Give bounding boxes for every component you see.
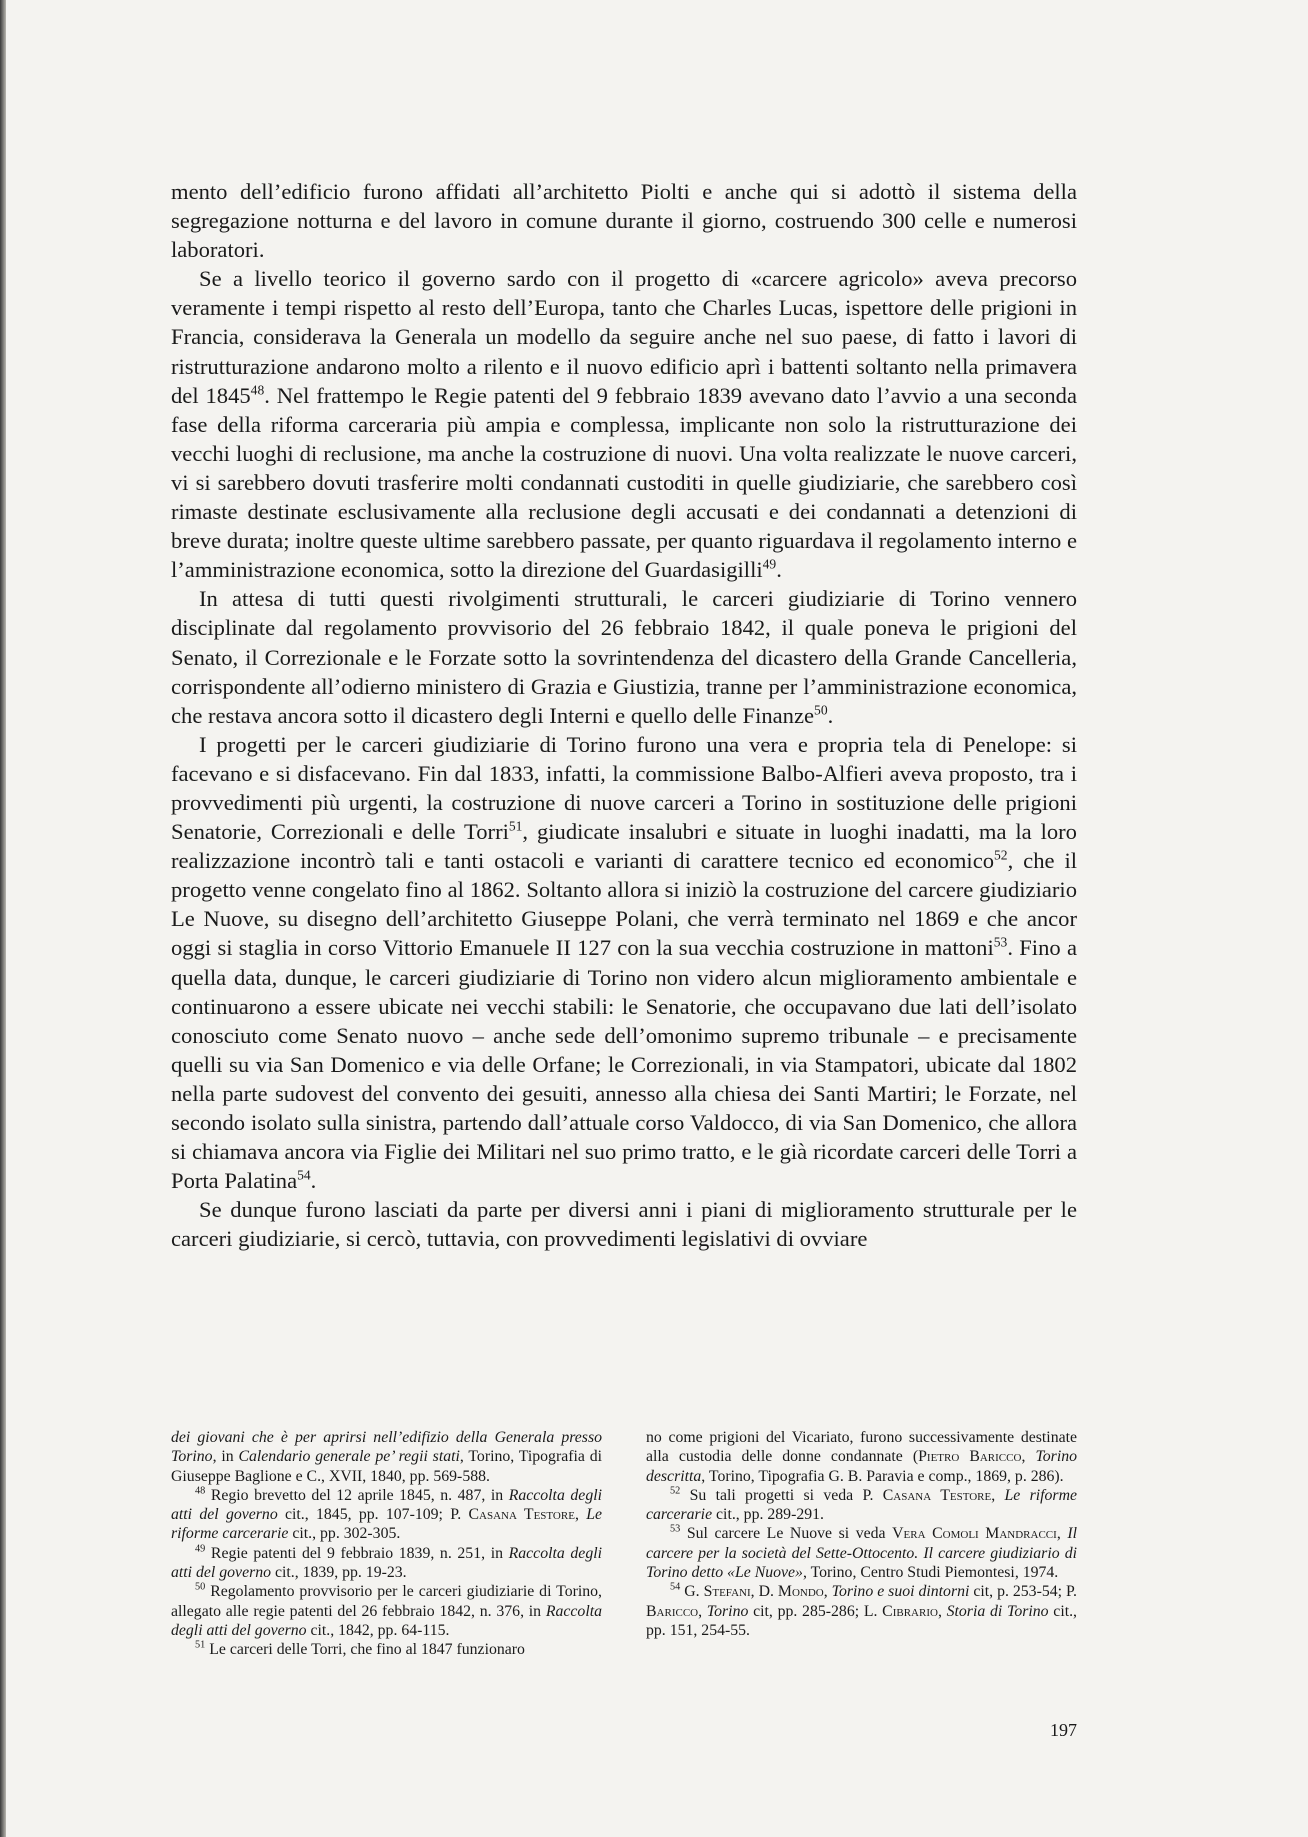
footnote-ref-54[interactable]: 54 <box>297 1167 311 1183</box>
footnote-ref-53[interactable]: 53 <box>993 934 1008 950</box>
footnote-ref-50[interactable]: 50 <box>814 702 828 718</box>
footnotes <box>171 1428 1077 1660</box>
paragraph-3: In attesa di tutti questi rivolgimenti strutturali, le carceri giudiziarie di Torino vennero disciplinate dal regolamento provvisorio del 26 febbraio 1842, il quale poneva le prigioni del Senato, il Correzionale e le Forzate sotto la sovrintendenza del dicastero della Grande Cancelleria, corrispondente all’odierno ministero di Grazia e Giustizia, tranne per l’amministrazione economica, che restava ancora sotto il dicastero degli Interni e quello delle Finanze$^{50}$. <box>171 586 1077 728</box>
footnote-ref-52[interactable]: 52 <box>994 847 1008 863</box>
page-number: 197 <box>1050 1720 1077 1740</box>
footnote-49: $^{49}$ Regie patenti del 9 febbraio 1839, n. 251, in Raccolta degli atti del governo cit., 1839, pp. 19-23. <box>171 1543 602 1582</box>
footnote-51-continuation: no come prigioni del Vicariato, furono successivamente destinate alla custodia delle donne condannate (Pietro Baricco, Torino descritta, Torino, Tipografia G. B. Paravia e comp., 1869, p. 286). <box>646 1429 1078 1485</box>
paragraph-5: Se dunque furono lasciati da parte per diversi anni i piani di miglioramento strutturale per le carceri giudiziarie, si cercò, tuttavia, con provvedimenti legislativi di ovviare <box>171 1197 1077 1252</box>
footnotes-left-column <box>171 1428 602 1660</box>
footnotes-right-column <box>646 1428 1077 1660</box>
footnote-52: $^{52}$ Su tali progetti si veda P. Casana Testore, Le riforme carcerarie cit., pp. 289-291. <box>646 1485 1077 1524</box>
footnote-ref-51[interactable]: 51 <box>508 818 523 834</box>
paragraph-2: Se a livello teorico il governo sardo con il progetto di «carcere agricolo» aveva precorso veramente i tempi rispetto al resto dell’Europa, tanto che Charles Lucas, ispettore delle prigioni in Francia, considerava la Generala un modello da seguire anche nel suo paese, di fatto i lavori di ristrutturazione andarono molto a rilento e il nuovo edificio aprì i battenti soltanto nella primavera del 1845$^{48}$. Nel frattempo le Regie patenti del 9 febbraio 1839 avevano dato l’avvio a una seconda fase della riforma carceraria più ampia e complessa, implicante non solo la ristrutturazione dei vecchi luoghi di reclusione, ma anche la costruzione di nuovi. Una volta realizzate le nuove carceri, vi si sarebbero dovuti trasferire molti condannati custoditi in quelle giudiziarie, che sarebbero così rimaste destinate esclusivamente alla reclusione degli accusati e dei condannati a detenzioni di breve durata; inoltre queste ultime sarebbero passate, per quanto riguardava il regolamento interno e l’amministrazione economica, sotto la direzione del Guardasigilli$^{49}$. <box>171 266 1077 583</box>
page-binding-edge <box>0 0 6 1837</box>
footnote-54: $^{54}$ G. Stefani, D. Mondo, Torino e suoi dintorni cit, p. 253-54; P. Baricco, Torino cit, pp. 285-286; L. Cibrario, Storia di Torino cit., pp. 151, 254-55. <box>646 1582 1077 1639</box>
footnote-50: $^{50}$ Regolamento provvisorio per le carceri giudiziarie di Torino, allegato alle regie patenti del 26 febbraio 1842, n. 376, in Raccolta degli atti del governo cit., 1842, pp. 64-115. <box>171 1582 602 1639</box>
main-text <box>171 177 1077 1253</box>
footnote-51: $^{51}$ Le carceri delle Torri, che fino al 1847 funzionaro <box>195 1640 525 1659</box>
paragraph-4: I progetti per le carceri giudiziarie di Torino furono una vera e propria tela di Penelope: si facevano e si disfacevano. Fin dal 1833, infatti, la commissione Balbo-Alfieri aveva proposto, tra i provvedimenti più urgenti, la costruzione di nuove carceri a Torino in sostituzione delle prigioni Senatorie, Correzionali e delle Torri$^{51}$, giudicate insalubri e situate in luoghi inadatti, ma la loro realizzazione incontrò tali e tanti ostacoli e varianti di carattere tecnico ed economico$^{52}$, che il progetto venne congelato fino al 1862. Soltanto allora si iniziò la costruzione del carcere giudiziario Le Nuove, su disegno dell’architetto Giuseppe Polani, che verrà terminato nel 1869 e che ancor oggi si staglia in corso Vittorio Emanuele II 127 con la sua vecchia costruzione in mattoni$^{53}$. Fino a quella data, dunque, le carceri giudiziarie di Torino non videro alcun miglioramento ambientale e continuarono a essere ubicate nei vecchi stabili: le Senatorie, che occupavano due lati dell’isolato conosciuto come Senato nuovo – anche sede dell’omonimo supremo tribunale – e precisamente quelli su via San Domenico e via delle Orfane; le Correzionali, in via Stampatori, ubicate dal 1802 nella parte sudovest del convento dei gesuiti, annesso alla chiesa dei Santi Martiri; le Forzate, nel secondo isolato sulla sinistra, partendo dall’attuale corso Valdocco, di via San Domenico, che allora si chiamava ancora via Figlie dei Militari nel suo primo tratto, e le già ricordate carceri delle Torri a Porta Palatina$^{54}$. <box>171 731 1078 1194</box>
footnote-48: $^{48}$ Regio brevetto del 12 aprile 1845, n. 487, in Raccolta degli atti del governo cit., 1845, pp. 107-109; P. Casana Testore, Le riforme carcerarie cit., pp. 302-305. <box>171 1485 602 1543</box>
paragraph-1: mento dell’edificio furono affidati all’architetto Piolti e anche qui si adottò il sistema della segregazione notturna e del lavoro in comune durante il giorno, costruendo 300 celle e numerosi laboratori. <box>171 179 1077 263</box>
footnote-53: $^{53}$ Sul carcere Le Nuove si veda Vera Comoli Mandracci, Il carcere per la società del Sette-Ottocento. Il carcere giudiziario di Torino detto «Le Nuove», Torino, Centro Studi Piemontesi, 1974. <box>646 1524 1078 1582</box>
footnote-47-continuation: dei giovani che è per aprirsi nell’edifizio della Generala presso Torino, in Calendario generale pe’ regii stati, Torino, Tipografia di Giuseppe Baglione e C., XVII, 1840, pp. 569-588. <box>171 1429 602 1485</box>
footnote-ref-49[interactable]: 49 <box>762 556 777 572</box>
footnote-ref-48[interactable]: 48 <box>250 382 265 398</box>
